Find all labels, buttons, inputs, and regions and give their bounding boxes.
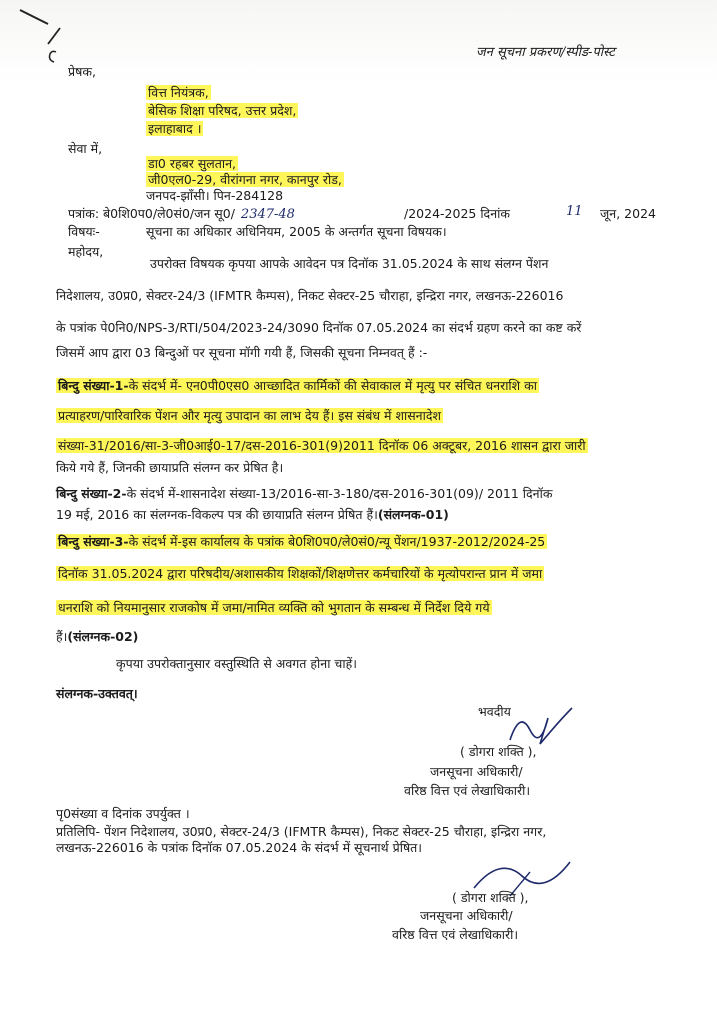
pen-mark-corner [18,0,78,70]
para1-line-3: के पत्रांक पे0नि0/NPS-3/RTI/504/2023-24/3090 दिनॉक 07.05.2024 का संदर्भ ग्रहण करने का कष्ट करें [56,320,582,335]
point3-line-1: बिन्दु संख्या-3-के संदर्भ में-इस कार्यालय के पत्रांक बे0शि0प0/ले0सं0/न्यू पेंशन/1937-2012/2024-25 [58,534,546,549]
signature1-name: ( डोगरा शक्ति ), [460,744,537,759]
enclosure-note: संलग्नक-उक्तवत्। [56,686,138,701]
reference-month-year: जून, 2024 [600,206,656,221]
point2-line-1: बिन्दु संख्या-2-के संदर्भ में-शासनादेश संख्या-13/2016-सा-3-180/दस-2016-301(09)/ 2011 दिनॉक [56,486,553,501]
subject-text: सूचना का अधिकार अधिनियम, 2005 के अन्तर्गत सूचना विषयक। [146,224,447,239]
reference-day: 11 [566,204,583,219]
copy-line-2: लखनऊ-226016 के पत्रांक दिनॉक 07.05.2024 के संदर्भ में सूचनार्थ प्रेषित। [56,840,423,855]
subject-label: विषयः- [68,224,100,239]
sender-line-3: इलाहाबाद । [148,121,202,136]
recipient-label: सेवा में, [68,141,103,156]
sender-line-1: वित्त नियंत्रक, [148,85,209,100]
recipient-line-2: जी0एल0-29, वीरांगना नगर, कानपुर रोड, [148,172,342,187]
para1-line-1: उपरोक्त विषयक कृपया आपके आवेदन पत्र दिनॉक 31.05.2024 के साथ संलग्न पेंशन [150,256,549,271]
signature1-designation-2: वरिष्ठ वित्त एवं लेखाधिकारी। [404,783,531,798]
copy-line-1: प्रतिलिपि- पेंशन निदेशालय, उ0प्र0, सेक्टर-24/3 (IFMTR कैम्पस), निकट सेक्टर-25 चौराहा, इन्द्रिरा नगर, [56,824,547,839]
signature1-regards: भवदीय [478,704,511,719]
dispatch-mode-tag: जन सूचना प्रकरण/स्पीड-पोस्ट [476,45,615,60]
signature1-scrawl [500,700,580,750]
sender-label: प्रेषक, [68,64,96,79]
para1-line-4: जिसमें आप द्वारा 03 बिन्दुओं पर सूचना मॉगी गयी हैं, जिसकी सूचना निम्नवत् हैं :- [56,345,428,360]
point1-line-4: किये गये हैं, जिनकी छायाप्रति संलग्न कर प्रेषित है। [56,460,284,475]
salutation: महोदय, [68,244,104,259]
point3-line-4: हैं।(संलग्नक-02) [56,629,139,644]
recipient-line-3: जनपद-झाँसी। पिन-284128 [146,188,284,203]
copy-reference: पृ0संख्या व दिनांक उपर्युक्त । [56,806,190,821]
signature2-designation-1: जनसूचना अधिकारी/ [420,908,513,923]
point1-line-3: संख्या-31/2016/सा-3-जी0आई0-17/दस-2016-301(9)2011 दिनॉक 06 अक्टूबर, 2016 शासन द्वारा जारी [58,438,586,453]
point3-line-3: धनराशि को नियमानुसार राजकोष में जमा/नामित व्यक्ति को भुगतान के सम्बन्ध में निर्देश दिये गये [58,600,490,615]
signature2-name: ( डोगरा शक्ति ), [452,890,529,905]
para1-line-2: निदेशालय, उ0प्र0, सेक्टर-24/3 (IFMTR कैम्पस), निकट सेक्टर-25 चौराहा, इन्द्रिरा नगर, लखनऊ-226016 [56,288,564,303]
point3-line-2: दिनॉक 31.05.2024 द्वारा परिषदीय/अशासकीय शिक्षकों/शिक्षणेत्तर कर्मचारियों के मृत्योपरान्त प्रान में जमा [58,566,543,581]
point1-line-1: बिन्दु संख्या-1-के संदर्भ में- एन0पी0एस0 आच्छादित कार्मिकों की सेवाकाल में मृत्यु पर संचित धनराशि का [58,378,537,393]
recipient-line-1: डा0 रहबर सुलतान, [148,156,237,171]
signature1-designation-1: जनसूचना अधिकारी/ [430,764,523,779]
point2-line-2: 19 मई, 2016 का संलग्नक-विकल्प पत्र की छायाप्रति संलग्न प्रेषित हैं।(संलग्नक-01) [56,507,449,522]
letter-reference: पत्रांक: बे0शि0प0/ले0सं0/जन सू0/ 2347-48 [68,206,295,222]
point1-line-2: प्रत्याहरण/पारिवारिक पेंशन और मृत्यु उपादान का लाभ देय हैं। इस संबंध में शासनादेश [58,408,441,423]
sender-line-2: बेसिक शिक्षा परिषद, उत्तर प्रदेश, [148,103,297,118]
reference-year: /2024-2025 दिनांक [404,206,510,221]
closing-line: कृपया उपरोक्तानुसार वस्तुस्थिति से अवगत होना चाहें। [116,656,357,671]
signature2-designation-2: वरिष्ठ वित्त एवं लेखाधिकारी। [392,927,519,942]
